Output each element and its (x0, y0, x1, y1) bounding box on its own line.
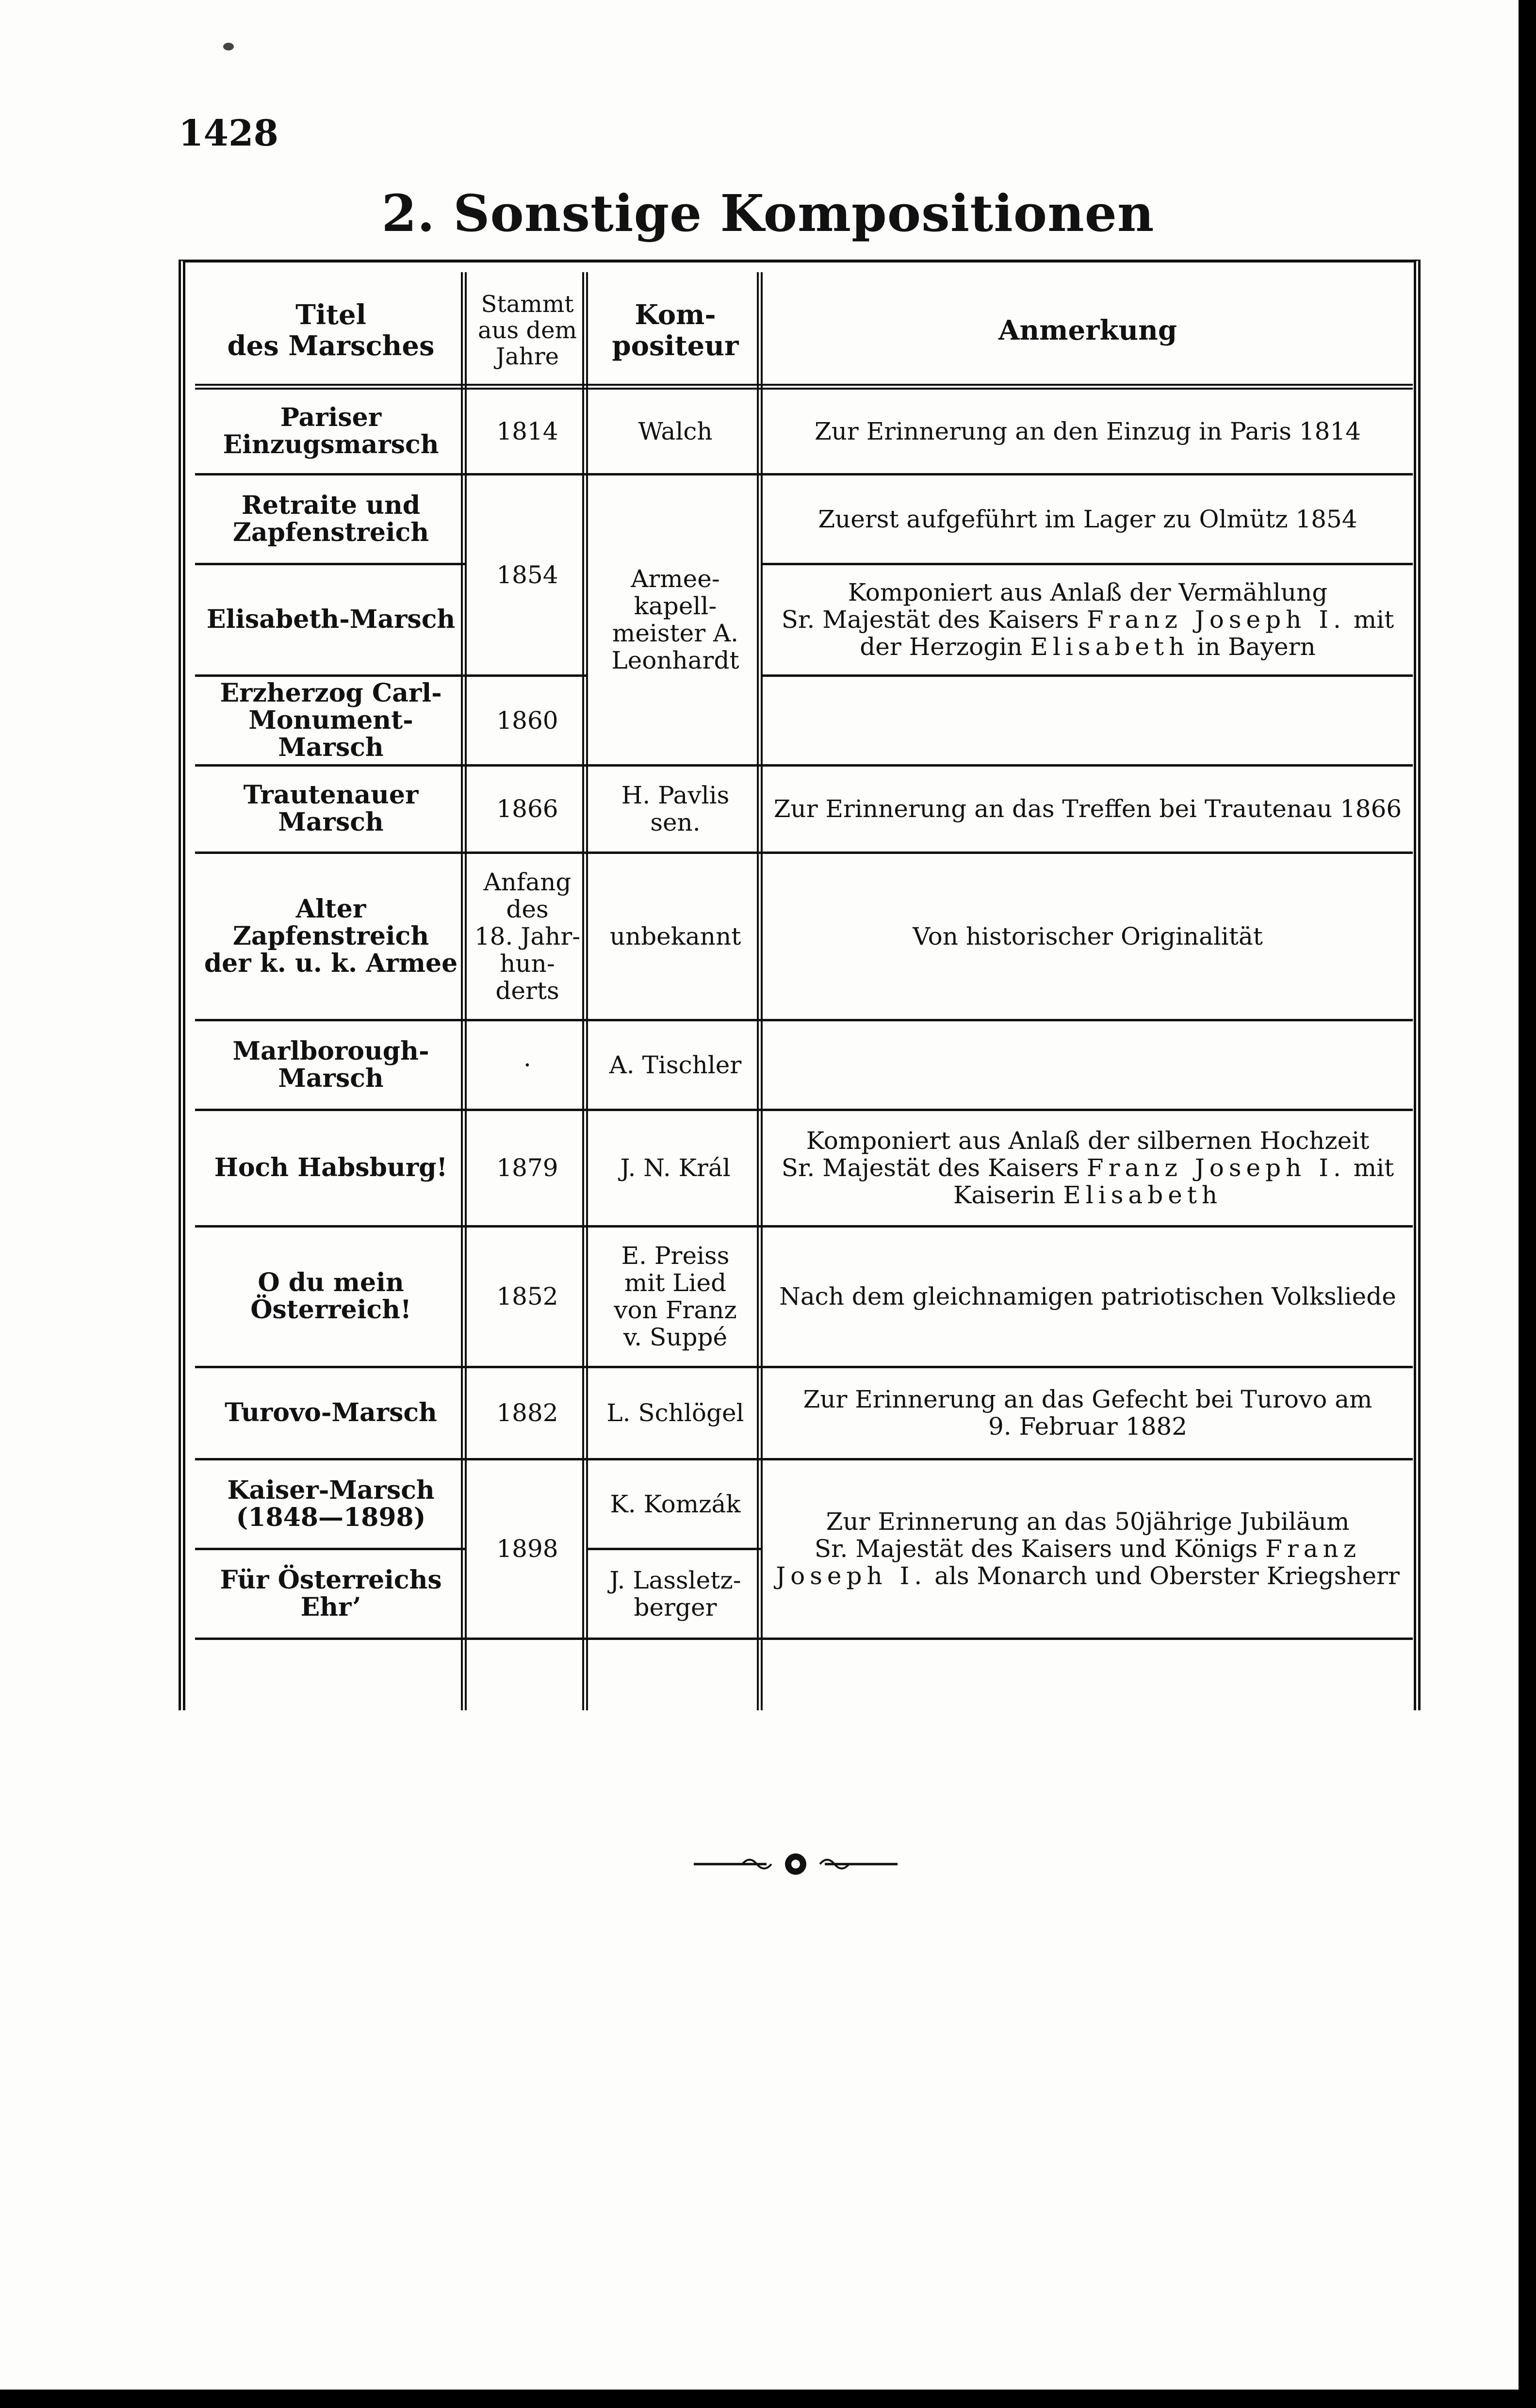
march-note (763, 675, 1413, 765)
march-note: Zur Erinnerung an das Treffen bei Trautenau 1866 (763, 765, 1413, 852)
header-composer: Kom- positeur (588, 277, 763, 387)
march-title: Trautenauer Marsch (195, 765, 467, 852)
march-note: Zur Erinnerung an das Gefecht bei Turovo am 9. Februar 1882 (763, 1367, 1413, 1459)
march-title: Marlborough- Marsch (195, 1020, 467, 1110)
march-year: Anfang des 18. Jahr- hun- derts (467, 852, 588, 1020)
march-title: Pariser Einzugsmarsch (195, 387, 467, 474)
table-row (195, 474, 1413, 564)
table-row (195, 675, 1413, 765)
table-row (195, 1020, 1413, 1110)
march-year: 1882 (467, 1367, 588, 1459)
header-year: Stammt aus dem Jahre (467, 277, 588, 387)
march-note: Zuerst aufgeführt im Lager zu Olmütz 1854 (763, 474, 1413, 564)
march-title: Erzherzog Carl- Monument-Marsch (195, 675, 467, 765)
header-title: Titel des Marsches (195, 277, 467, 387)
march-composer: Walch (588, 387, 763, 474)
march-year: · (467, 1020, 588, 1110)
march-note: Von historischer Originalität (763, 852, 1413, 1020)
march-composer: K. Komzák (588, 1459, 763, 1549)
march-composer: J. Lassletz- berger (588, 1549, 763, 1638)
march-year: 1898 (467, 1459, 588, 1638)
march-title: O du mein Österreich! (195, 1226, 467, 1367)
march-year: 1879 (467, 1110, 588, 1226)
page-title: 2. Sonstige Kompositionen (381, 183, 1155, 243)
table-row (195, 765, 1413, 852)
march-title: Alter Zapfenstreich der k. u. k. Armee (195, 852, 467, 1020)
march-title: Hoch Habsburg! (195, 1110, 467, 1226)
march-note: Zur Erinnerung an den Einzug in Paris 1814 (763, 387, 1413, 474)
march-note (763, 1020, 1413, 1110)
march-title: Elisabeth-Marsch (195, 564, 467, 675)
ornament-divider (694, 1850, 898, 1879)
table-row (195, 1367, 1413, 1459)
table-header-row (195, 277, 1413, 387)
table-row (195, 1110, 1413, 1226)
march-composer: A. Tischler (588, 1020, 763, 1110)
table-row (195, 852, 1413, 1020)
march-composer: unbekannt (588, 852, 763, 1020)
march-composer: E. Preiss mit Lied von Franz v. Suppé (588, 1226, 763, 1367)
march-note: Nach dem gleichnamigen patriotischen Volksliede (763, 1226, 1413, 1367)
speck (223, 43, 234, 50)
march-year: 1852 (467, 1226, 588, 1367)
march-note: Komponiert aus Anlaß der silbernen Hochzeit Sr. Majestät des Kaisers Franz Joseph I. mit Kaiserin Elisabeth (763, 1110, 1413, 1226)
header-note: Anmerkung (763, 277, 1413, 387)
marches-table-frame (179, 260, 1421, 1710)
march-title: Kaiser-Marsch (1848—1898) (195, 1459, 467, 1549)
page-number: 1428 (179, 113, 278, 154)
march-composer: Armee- kapell- meister A. Leonhardt (588, 474, 763, 765)
marches-table (195, 277, 1413, 1640)
march-title: Für Österreichs Ehr’ (195, 1549, 467, 1638)
march-year: 1814 (467, 387, 588, 474)
table-row (195, 387, 1413, 474)
table-row (195, 1226, 1413, 1367)
march-note: Zur Erinnerung an das 50jährige Jubiläum Sr. Majestät des Kaisers und Königs Franz Joseph I. als Monarch und Oberster Kriegsherr (763, 1459, 1413, 1638)
march-title: Turovo-Marsch (195, 1367, 467, 1459)
march-note: Komponiert aus Anlaß der Vermählung Sr. Majestät des Kaisers Franz Joseph I. mit der Herzogin Elisabeth in Bayern (763, 564, 1413, 675)
march-year: 1854 (467, 474, 588, 675)
table-row (195, 1459, 1413, 1549)
march-composer: H. Pavlis sen. (588, 765, 763, 852)
march-composer: L. Schlögel (588, 1367, 763, 1459)
march-year: 1860 (467, 675, 588, 765)
march-year: 1866 (467, 765, 588, 852)
march-composer: J. N. Král (588, 1110, 763, 1226)
march-title: Retraite und Zapfenstreich (195, 474, 467, 564)
table-row (195, 564, 1413, 675)
